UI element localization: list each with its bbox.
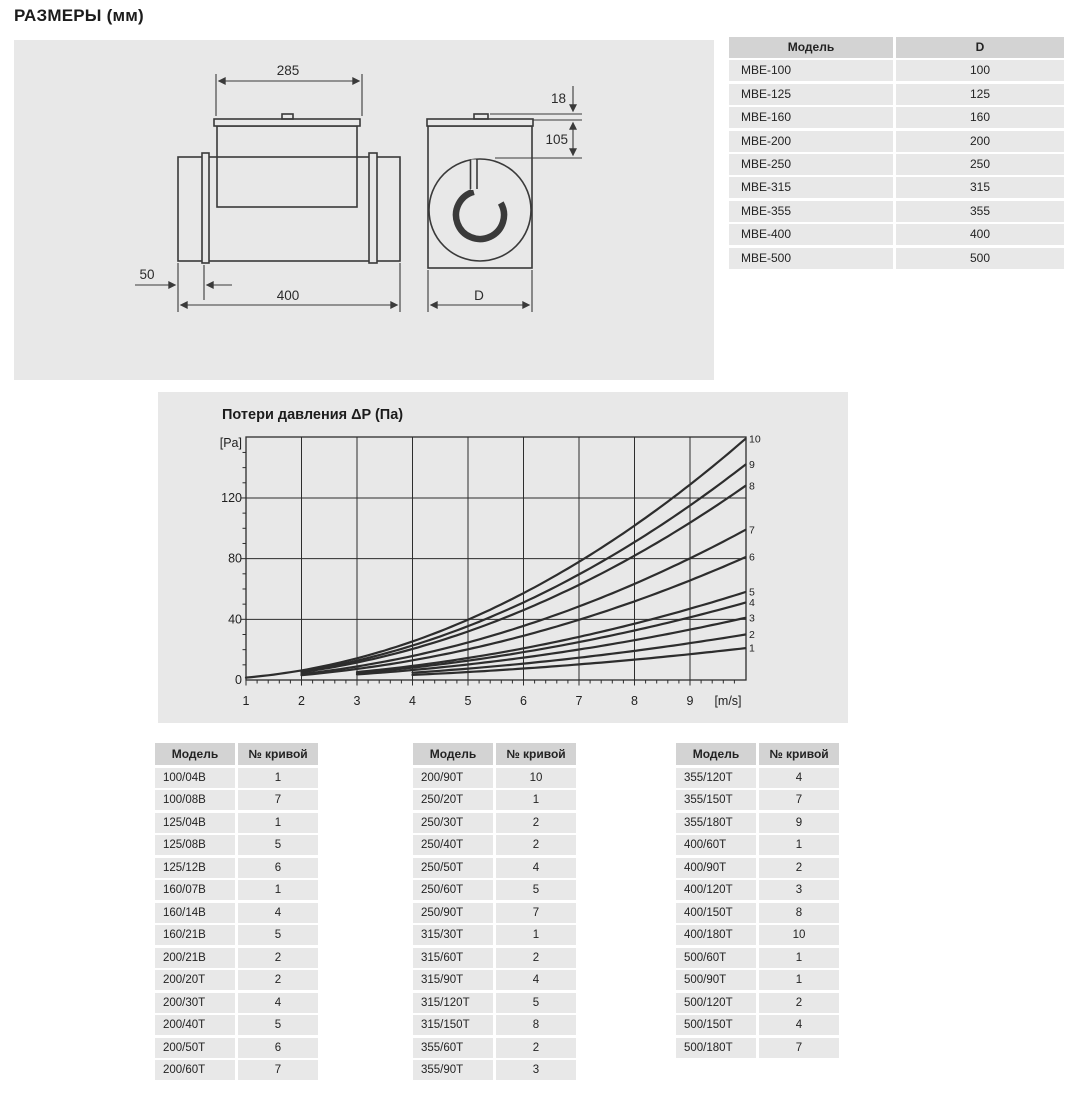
x-tick-label: 6 [520,694,527,708]
value-cell: 1 [238,880,318,900]
value-cell: 4 [759,768,839,788]
curve-label-8: 8 [749,480,755,493]
value-cell: 7 [496,903,576,923]
model-cell: 200/90Т [413,768,493,788]
column-header: № кривой [238,743,318,765]
column-header: Модель [676,743,756,765]
model-cell: 250/40Т [413,835,493,855]
model-cell: 355/90Т [413,1060,493,1080]
table-row [413,835,576,855]
x-tick-label: 2 [298,694,305,708]
table-header-row [676,743,839,765]
model-cell: 315/150Т [413,1015,493,1035]
side-lid [427,119,533,126]
table-header-row [729,37,1064,58]
value-cell: 2 [496,813,576,833]
curve-table-1 [155,743,318,1083]
model-cell: 400/90Т [676,858,756,878]
value-cell: 5 [238,1015,318,1035]
table-row [676,880,839,900]
curve-label-4: 4 [749,597,755,610]
value-cell: 500 [896,248,1064,269]
curve-label-10: 10 [749,433,761,446]
model-cell: 200/40Т [155,1015,235,1035]
value-cell: 3 [759,880,839,900]
curve-table-3 [676,743,839,1060]
value-cell: 2 [496,1038,576,1058]
table-row [155,768,318,788]
table-row [676,835,839,855]
terminal-box [217,126,357,207]
table-row [729,107,1064,128]
model-cell: МВЕ-500 [729,248,893,269]
value-cell: 6 [238,1038,318,1058]
model-cell: 315/60Т [413,948,493,968]
x-axis-unit: [m/s] [714,694,742,708]
table-row [155,993,318,1013]
table-row [729,224,1064,245]
x-tick-label: 4 [409,694,416,708]
value-cell: 5 [238,835,318,855]
model-cell: 250/50Т [413,858,493,878]
model-cell: 200/21В [155,948,235,968]
value-cell: 10 [759,925,839,945]
model-cell: 160/14В [155,903,235,923]
model-cell: 355/60Т [413,1038,493,1058]
model-cell: 400/150Т [676,903,756,923]
value-cell: 2 [238,970,318,990]
table-row [676,1015,839,1035]
model-cell: 355/180Т [676,813,756,833]
value-cell: 1 [238,813,318,833]
model-cell: 400/60Т [676,835,756,855]
table-row [729,60,1064,81]
y-axis-unit: [Pa] [219,436,242,450]
x-tick-label: 1 [242,694,250,708]
table-row [155,1060,318,1080]
value-cell: 4 [496,858,576,878]
model-cell: 250/90Т [413,903,493,923]
value-cell: 6 [238,858,318,878]
value-cell: 4 [238,993,318,1013]
right-flange [369,153,377,263]
table-row [729,177,1064,198]
dim-105: 105 [545,132,568,147]
model-cell: 500/180Т [676,1038,756,1058]
curve-label-6: 6 [749,551,755,564]
model-cell: 250/30Т [413,813,493,833]
table-row [155,858,318,878]
model-cell: 125/12В [155,858,235,878]
value-cell: 1 [759,948,839,968]
pressure-chart-panel [158,392,848,723]
table-row [729,154,1064,175]
pressure-loss-chart [158,392,848,723]
curve-table-2 [413,743,576,1083]
curve-label-7: 7 [749,524,755,537]
model-cell: МВЕ-400 [729,224,893,245]
page-title: РАЗМЕРЫ (мм) [14,6,144,25]
table-row [676,970,839,990]
table-row [155,813,318,833]
value-cell: 2 [238,948,318,968]
model-cell: 400/180Т [676,925,756,945]
table-row [729,248,1064,269]
model-cell: 355/120Т [676,768,756,788]
table-row [676,993,839,1013]
table-row [155,948,318,968]
model-cell: 315/30Т [413,925,493,945]
table-row [155,1038,318,1058]
value-cell: 2 [759,858,839,878]
dim-D: D [474,288,484,303]
table-row [413,813,576,833]
x-tick-label: 3 [353,694,361,708]
dimensions-diagram-panel [14,40,714,380]
table-row [676,1038,839,1058]
x-tick-label: 7 [575,694,583,708]
curve-label-5: 5 [749,586,755,599]
model-cell: МВЕ-315 [729,177,893,198]
table-row [155,903,318,923]
model-cell: 315/120Т [413,993,493,1013]
value-cell: 7 [759,1038,839,1058]
value-cell: 9 [759,813,839,833]
table-row [413,993,576,1013]
value-cell: 400 [896,224,1064,245]
left-flange [202,153,209,263]
y-tick-label: 0 [235,673,242,687]
table-row [413,768,576,788]
value-cell: 1 [496,925,576,945]
value-cell: 4 [759,1015,839,1035]
column-header: Модель [413,743,493,765]
value-cell: 7 [238,1060,318,1080]
value-cell: 1 [496,790,576,810]
column-header: Модель [729,37,893,58]
column-header: D [896,37,1064,58]
model-cell: МВЕ-125 [729,84,893,105]
model-cell: 200/50Т [155,1038,235,1058]
table-row [413,790,576,810]
curve-label-9: 9 [749,459,755,472]
front-view-dimensions [135,74,400,312]
terminal-box-lid [214,119,360,126]
value-cell: 250 [896,154,1064,175]
pressure-curve-4 [357,603,746,673]
table-row [413,925,576,945]
heater-body [178,157,400,261]
chart-title: Потери давления ΔP (Па) [222,407,404,423]
model-diameter-table [729,37,1064,271]
value-cell: 4 [238,903,318,923]
value-cell: 4 [496,970,576,990]
table-row [413,948,576,968]
dim-285: 285 [276,63,300,78]
table-row [413,1015,576,1035]
table-row [155,970,318,990]
value-cell: 8 [496,1015,576,1035]
y-tick-label: 40 [228,612,242,627]
value-cell: 5 [238,925,318,945]
model-cell: 200/30Т [155,993,235,1013]
value-cell: 160 [896,107,1064,128]
column-header: Модель [155,743,235,765]
value-cell: 1 [759,835,839,855]
side-lid-knob [474,114,488,119]
table-row [155,925,318,945]
value-cell: 1 [238,768,318,788]
table-row [413,858,576,878]
model-cell: МВЕ-250 [729,154,893,175]
value-cell: 2 [496,835,576,855]
table-row [155,880,318,900]
table-row [413,1060,576,1080]
value-cell: 125 [896,84,1064,105]
model-cell: 200/20Т [155,970,235,990]
model-cell: 400/120Т [676,880,756,900]
model-cell: 125/04В [155,813,235,833]
front-view [178,114,400,263]
value-cell: 7 [759,790,839,810]
curve-label-3: 3 [749,612,755,625]
value-cell: 100 [896,60,1064,81]
model-cell: 100/04В [155,768,235,788]
table-row [155,790,318,810]
table-row [413,1038,576,1058]
model-cell: 315/90Т [413,970,493,990]
table-row [676,768,839,788]
model-cell: 500/60Т [676,948,756,968]
table-row [155,1015,318,1035]
value-cell: 2 [759,993,839,1013]
model-cell: 500/90Т [676,970,756,990]
table-row [676,925,839,945]
value-cell: 8 [759,903,839,923]
model-cell: МВЕ-200 [729,131,893,152]
value-cell: 355 [896,201,1064,222]
value-cell: 5 [496,880,576,900]
model-cell: 500/120Т [676,993,756,1013]
model-cell: МВЕ-160 [729,107,893,128]
model-cell: 355/150Т [676,790,756,810]
table-header-row [413,743,576,765]
column-header: № кривой [759,743,839,765]
value-cell: 2 [496,948,576,968]
dim-400: 400 [276,288,300,303]
model-cell: МВЕ-100 [729,60,893,81]
duct-opening [429,159,531,261]
dim-50: 50 [139,267,155,282]
table-row [413,970,576,990]
table-row [413,880,576,900]
curve-label-1: 1 [749,642,755,655]
model-cell: 125/08В [155,835,235,855]
value-cell: 5 [496,993,576,1013]
value-cell: 315 [896,177,1064,198]
model-cell: 100/08В [155,790,235,810]
model-cell: 200/60Т [155,1060,235,1080]
lid-knob [282,114,293,119]
side-view [427,114,533,268]
table-row [676,790,839,810]
table-row [155,835,318,855]
table-row [413,903,576,923]
dim-18: 18 [550,91,566,106]
dimensions-diagram [14,40,714,380]
table-row [676,948,839,968]
table-row [676,858,839,878]
table-row [729,131,1064,152]
heating-element [456,192,504,239]
model-cell: 250/20Т [413,790,493,810]
value-cell: 7 [238,790,318,810]
model-cell: 160/07В [155,880,235,900]
x-tick-label: 5 [464,694,472,708]
column-header: № кривой [496,743,576,765]
y-tick-label: 120 [221,490,242,505]
model-cell: 500/150Т [676,1015,756,1035]
y-tick-label: 80 [228,551,242,566]
table-header-row [155,743,318,765]
curve-label-2: 2 [749,628,755,641]
model-cell: 250/60Т [413,880,493,900]
model-cell: МВЕ-355 [729,201,893,222]
value-cell: 10 [496,768,576,788]
value-cell: 1 [759,970,839,990]
x-tick-label: 8 [631,694,638,708]
table-row [676,813,839,833]
x-tick-label: 9 [686,694,694,708]
table-row [729,201,1064,222]
table-row [676,903,839,923]
value-cell: 200 [896,131,1064,152]
model-cell: 160/21В [155,925,235,945]
value-cell: 3 [496,1060,576,1080]
table-row [729,84,1064,105]
